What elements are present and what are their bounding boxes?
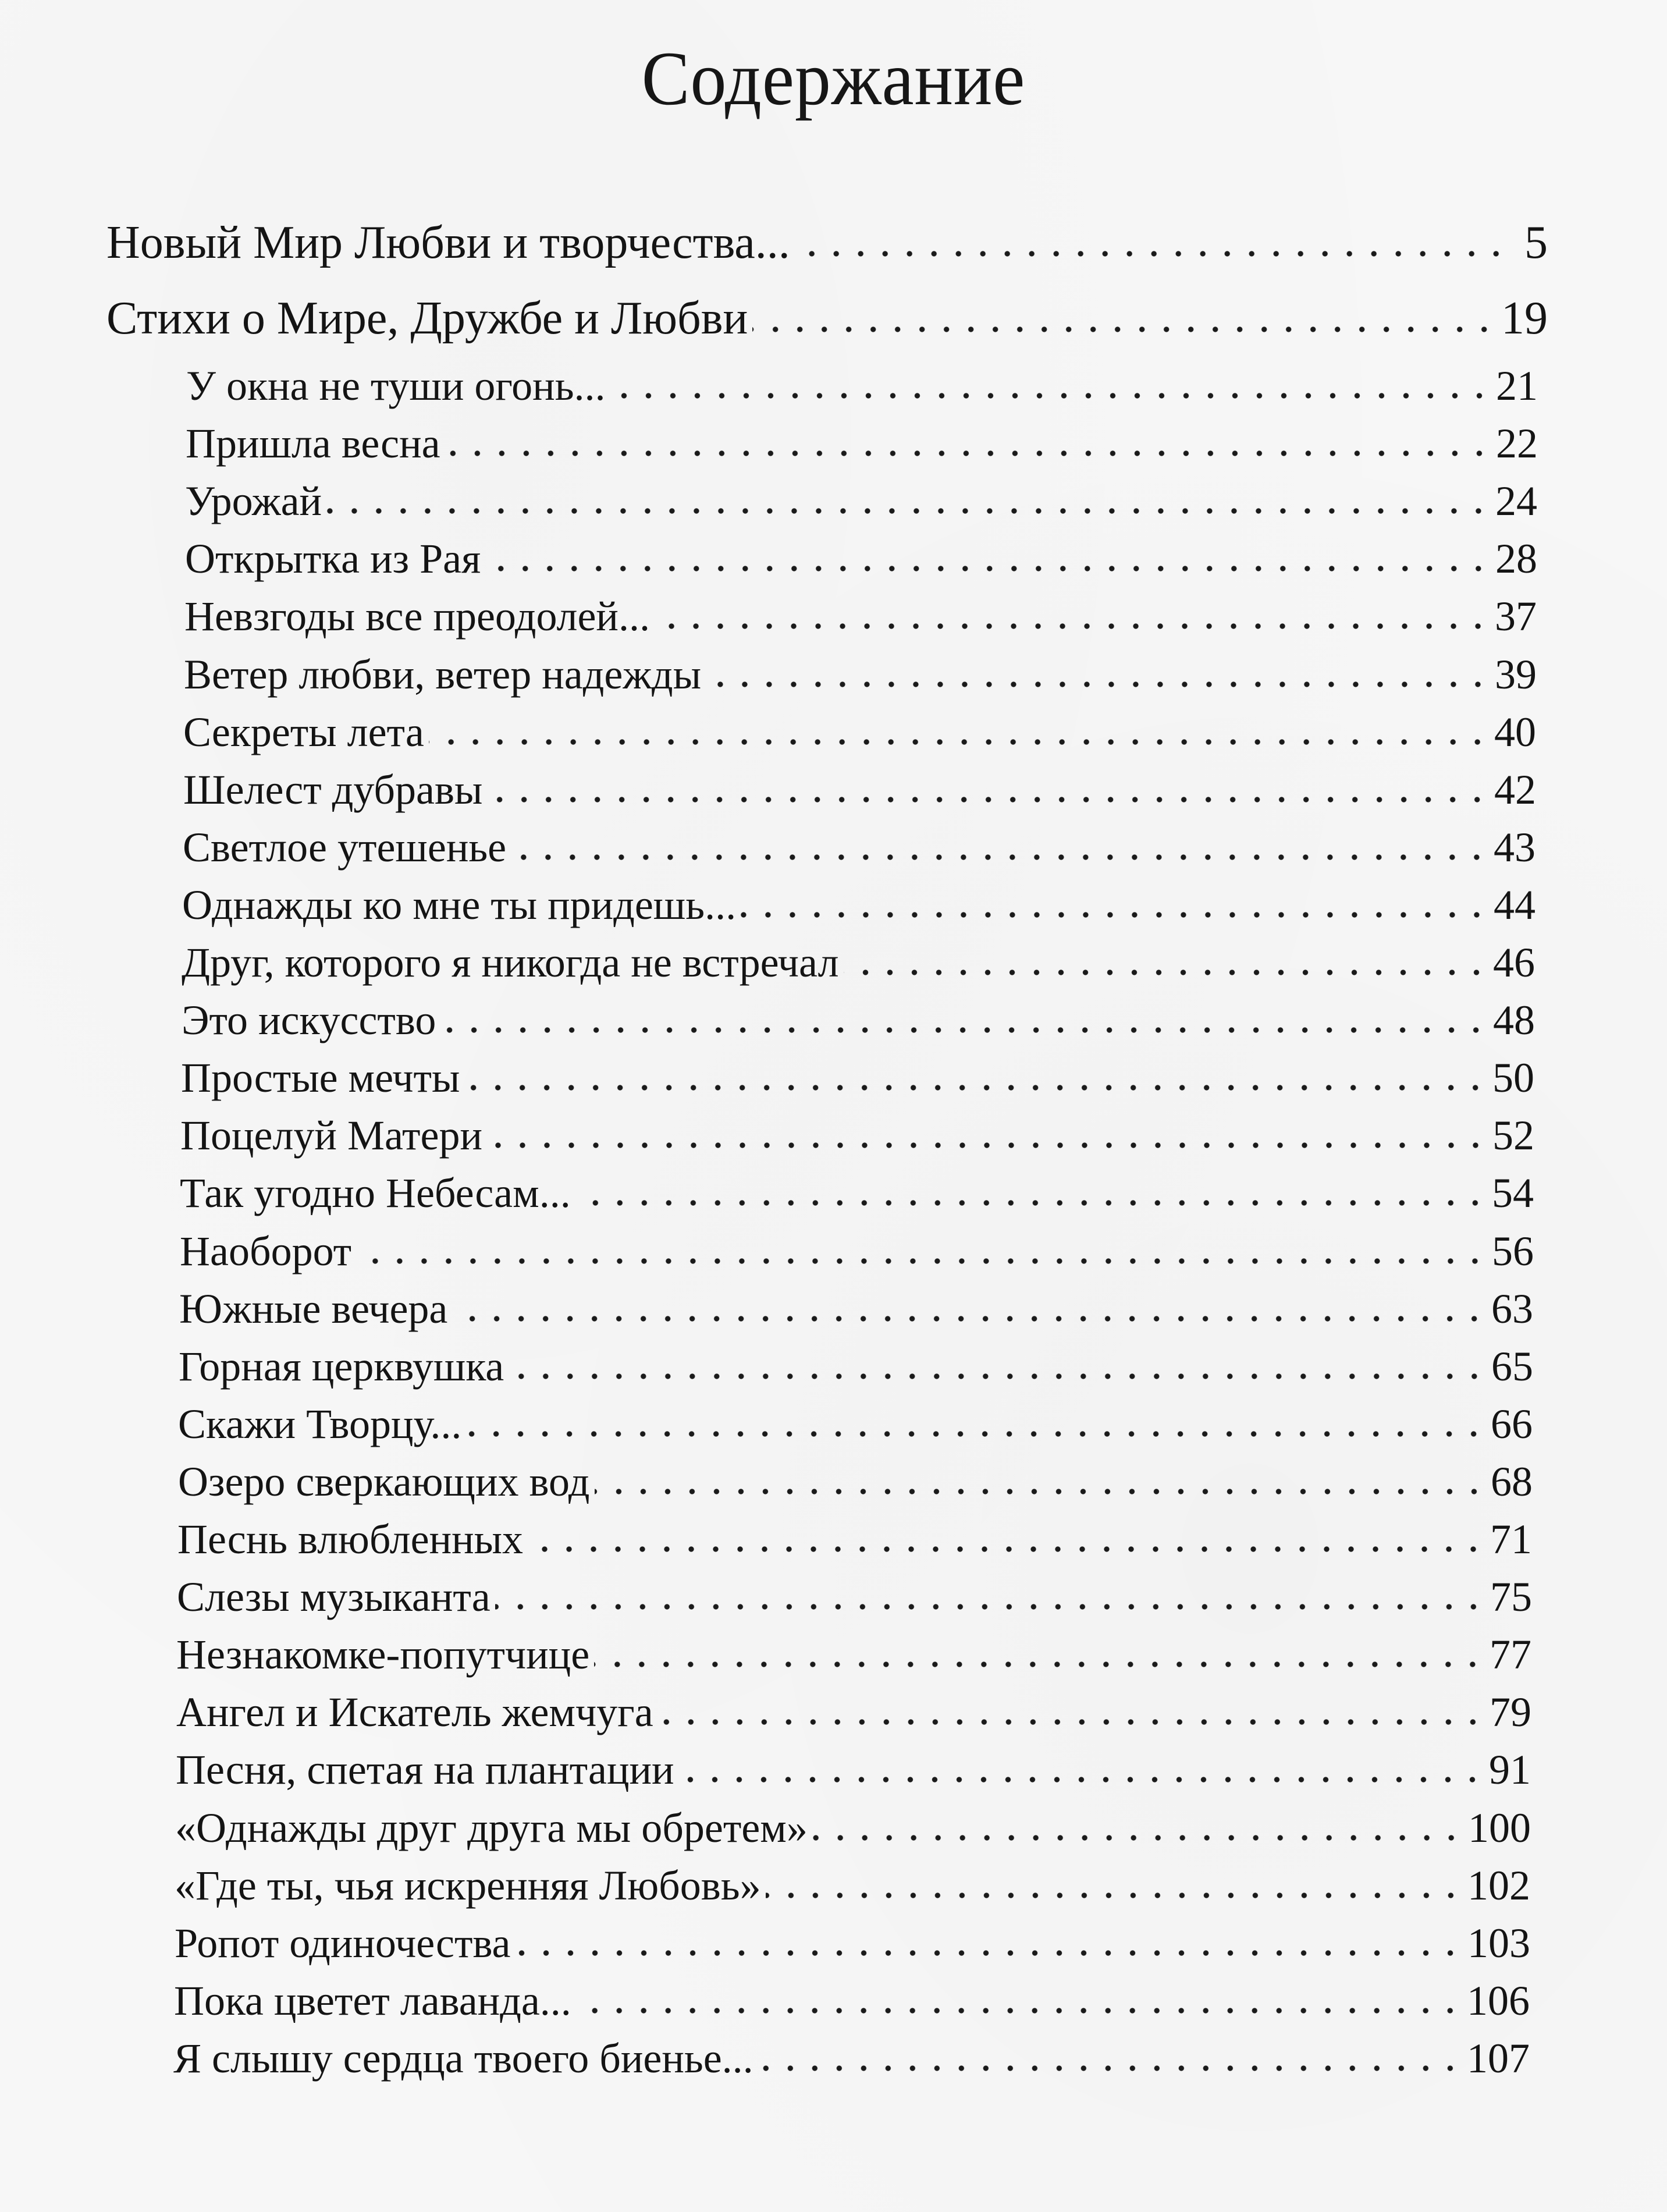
dot-leader: [812, 1835, 1463, 1841]
dot-leader: [752, 326, 1497, 332]
toc-section-entry[interactable]: [106, 292, 1548, 345]
dot-leader: [326, 508, 1491, 514]
toc-entry-title: Пришла весна: [186, 420, 440, 467]
toc-entry-page: 103: [1467, 1919, 1530, 1966]
toc-entry-page: 22: [1496, 420, 1538, 467]
toc-poem-entry[interactable]: [173, 2035, 1530, 2083]
toc-entry-page: 28: [1495, 535, 1537, 583]
toc-poem-entry[interactable]: [185, 477, 1537, 526]
dot-leader: [706, 681, 1490, 687]
toc-entry-title: Светлое утешенье: [183, 823, 507, 871]
toc-poem-entry[interactable]: [175, 1919, 1530, 1968]
dot-leader: [844, 970, 1489, 975]
toc-poem-entry[interactable]: [182, 881, 1536, 929]
toc-poem-entry[interactable]: [180, 1112, 1534, 1160]
dot-leader: [515, 1950, 1463, 1956]
toc-entry-page: 65: [1491, 1343, 1533, 1390]
toc-poem-entry[interactable]: [178, 1400, 1533, 1448]
dot-leader: [655, 623, 1490, 629]
toc-entry-page: 21: [1496, 363, 1538, 409]
toc-poem-entry[interactable]: [181, 1054, 1534, 1102]
toc-entry-page: 102: [1467, 1862, 1530, 1909]
dot-leader: [576, 2008, 1462, 2014]
toc-entry-title: Новый Мир Любви и творчества...: [106, 217, 790, 268]
dot-leader: [440, 1027, 1488, 1033]
dot-leader: [495, 1604, 1485, 1610]
toc-entry-title: «Однажды друг друга мы обретем»: [175, 1804, 808, 1851]
toc-poem-entry[interactable]: [184, 592, 1537, 641]
toc-poem-entry[interactable]: [179, 1343, 1533, 1391]
toc-entry-title: Скажи Творцу...: [178, 1400, 462, 1447]
toc-entry-page: 106: [1467, 1977, 1530, 2024]
toc-entry-page: 75: [1490, 1574, 1532, 1621]
toc-entry-title: Секреты лета: [183, 708, 424, 755]
toc-poem-entry[interactable]: [186, 420, 1538, 468]
toc-entry-page: 79: [1490, 1689, 1531, 1736]
dot-leader: [594, 1661, 1485, 1667]
toc-entry-page: 42: [1494, 766, 1536, 813]
toc-entry-page: 56: [1492, 1227, 1534, 1274]
toc-poem-entry[interactable]: [179, 1285, 1533, 1333]
toc-entry-page: 66: [1491, 1400, 1533, 1447]
toc-poem-entry[interactable]: [176, 1746, 1531, 1794]
toc-poem-entry[interactable]: [184, 651, 1537, 699]
toc-entry-page: 52: [1492, 1112, 1534, 1159]
toc-entry-title: Песнь влюбленных: [177, 1516, 523, 1563]
toc-entry-page: 46: [1493, 939, 1535, 986]
toc-entry-page: 71: [1490, 1516, 1532, 1563]
dot-leader: [511, 854, 1489, 860]
dot-leader: [452, 1316, 1487, 1322]
dot-leader: [766, 1893, 1463, 1898]
toc-entry-page: 100: [1468, 1804, 1531, 1851]
toc-entry-page: 39: [1495, 651, 1537, 698]
toc-entry-title: Шелест дубравы: [183, 766, 483, 813]
toc-entry-page: 37: [1495, 593, 1537, 640]
toc-entry-title: Стихи о Мире, Дружбе и Любви: [106, 293, 748, 344]
toc-poem-entry[interactable]: [183, 766, 1536, 814]
toc-entry-title: Друг, которого я никогда не встречал: [182, 939, 839, 986]
toc-entry-page: 91: [1489, 1746, 1531, 1794]
toc-entry-title: У окна не туши огонь...: [186, 363, 606, 409]
toc-poem-entry[interactable]: [180, 1227, 1534, 1276]
toc-entry-page: 68: [1491, 1458, 1533, 1505]
toc-poem-entry[interactable]: [175, 1862, 1530, 1910]
toc-entry-page: 77: [1490, 1631, 1531, 1678]
toc-entry-title: Горная церквушка: [179, 1343, 504, 1390]
dot-leader: [445, 450, 1491, 456]
dot-leader: [679, 1777, 1484, 1783]
dot-leader: [610, 393, 1491, 399]
toc-entry-title: Однажды ко мне ты придешь...: [182, 881, 737, 928]
dot-leader: [485, 566, 1491, 571]
toc-entry-title: Открытка из Рая: [185, 535, 481, 583]
toc-entry-title: Южные вечера: [179, 1285, 448, 1332]
toc-entry-title: Ветер любви, ветер надежды: [184, 651, 702, 698]
dot-leader: [466, 1431, 1486, 1437]
toc-entry-page: 50: [1492, 1054, 1534, 1102]
toc-poem-entry[interactable]: [185, 535, 1537, 583]
toc-entry-page: 43: [1494, 823, 1536, 871]
toc-entry-title: Невзгоды все преодолей...: [184, 593, 650, 640]
toc-entry-title: Урожай: [185, 478, 322, 525]
dot-leader: [528, 1546, 1485, 1552]
toc-entry-title: Ропот одиночества: [175, 1919, 511, 1966]
toc-entry-page: 63: [1491, 1285, 1533, 1332]
dot-leader: [356, 1258, 1487, 1264]
toc-entry-page: 54: [1492, 1170, 1534, 1217]
toc-entry-title: Поцелуй Матери: [180, 1112, 483, 1159]
toc-entry-title: Простые мечты: [181, 1054, 460, 1102]
toc-section-entry[interactable]: [106, 216, 1548, 269]
toc-entry-title: Пока цветет лаванда...: [174, 1977, 571, 2024]
toc-entry-title: Незнакомке-попутчице: [176, 1631, 590, 1678]
dot-leader: [487, 1142, 1488, 1148]
toc-entry-title: «Где ты, чья искренняя Любовь»: [175, 1862, 761, 1909]
toc-entry-title: Озеро сверкающих вод: [178, 1458, 590, 1505]
toc-poem-entry[interactable]: [176, 1631, 1531, 1679]
dot-leader: [429, 739, 1490, 745]
toc-poem-entry[interactable]: [180, 1169, 1534, 1217]
dot-leader: [658, 1719, 1485, 1725]
dot-leader: [509, 1373, 1487, 1379]
toc-poem-entry[interactable]: [177, 1573, 1532, 1621]
toc-entry-page: 44: [1494, 881, 1536, 928]
toc-entry-page: 48: [1493, 997, 1535, 1044]
dot-leader: [487, 797, 1490, 803]
toc-poem-entry[interactable]: [174, 1977, 1530, 2025]
toc-entry-page: 19: [1501, 293, 1548, 344]
dot-leader: [741, 912, 1489, 918]
dot-leader: [595, 1489, 1486, 1494]
toc-entry-title: Я слышу сердца твоего биенье...: [173, 2035, 753, 2082]
toc-entry-title: Песня, спетая на плантации: [176, 1746, 674, 1794]
toc-poem-entry[interactable]: [182, 996, 1535, 1045]
toc-poem-entry[interactable]: [175, 1804, 1531, 1852]
toc-poem-entry[interactable]: [183, 708, 1536, 757]
dot-leader: [464, 1085, 1488, 1091]
toc-poem-entry[interactable]: [176, 1688, 1531, 1737]
toc-entry-title: Наоборот: [180, 1227, 352, 1274]
dot-leader: [758, 2065, 1462, 2071]
toc-poem-entry[interactable]: [178, 1458, 1533, 1506]
toc-entry-title: Так угодно Небесам...: [180, 1170, 571, 1217]
toc-entry-page: 24: [1495, 478, 1537, 525]
page-title: Содержание: [641, 35, 1026, 121]
toc-poem-entry[interactable]: [186, 362, 1538, 410]
toc-entry-title: Это искусство: [182, 997, 436, 1044]
dot-leader: [795, 251, 1508, 257]
dot-leader: [575, 1200, 1487, 1206]
toc-entry-title: Слезы музыканта: [177, 1574, 490, 1621]
toc-poem-entry[interactable]: [183, 823, 1536, 872]
toc-entry-page: 40: [1494, 708, 1536, 755]
toc-entry-page: 5: [1524, 217, 1548, 268]
toc-entry-title: Ангел и Искатель жемчуга: [176, 1689, 653, 1736]
toc-poem-entry[interactable]: [177, 1515, 1532, 1564]
toc-entry-page: 107: [1467, 2035, 1530, 2082]
toc-poem-entry[interactable]: [182, 939, 1535, 987]
